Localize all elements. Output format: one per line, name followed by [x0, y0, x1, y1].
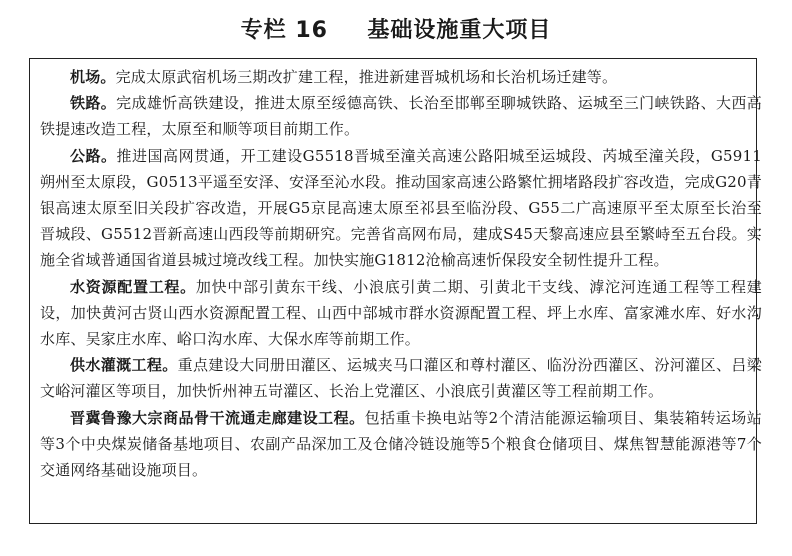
section-heading: 公路。 [70, 146, 117, 165]
section-body: 完成雄忻高铁建设，推进太原至绥德高铁、长治至邯郸至聊城铁路、运城至三门峡铁路、大西高铁提速改造工程，太原至和顺等项目前期工作。 [40, 94, 763, 139]
section-irrigation [40, 352, 762, 404]
section-body: 包括重卡换电站等2个清洁能源运输项目、集装箱转运场站等3个中央煤炭储备基地项目、农副产品深加工及仓储冷链设施等5个粮食仓储项目、煤焦智慧能源港等7个交通网络基础设施项目。 [40, 408, 762, 480]
section-body: 重点建设大同册田灌区、运城夹马口灌区和尊村灌区、临汾汾西灌区、汾河灌区、吕梁文峪河灌区等项目，加快忻州神五岢灌区、长治上党灌区、小浪底引黄灌区等工程前期工作。 [40, 356, 762, 401]
section-airport [40, 64, 762, 90]
title-number: 16 [295, 18, 328, 43]
section-heading: 铁路。 [70, 94, 117, 113]
section-heading: 晋冀鲁豫大宗商品骨干流通走廊建设工程。 [70, 408, 365, 427]
section-railway [40, 90, 762, 142]
section-highway [40, 143, 762, 274]
column-content [40, 64, 762, 483]
section-body: 推进国高网贯通，开工建设G5518晋城至潼关高速公路阳城至运城段、芮城至潼关段，G5911朔州至太原段，G0513平遥至安泽、安泽至沁水段。推动国家高速公路繁忙拥堵路段扩容改造，完成G20青银高速太原至旧关段扩容改造，开展G5京昆高速太原至祁县至临汾段、G55二广高速原平至太原至长治至晋城段、G5512晋新高速山西段等前期研究。完善省高网布局，建成S45天黎高速应县至繁峙至五台段。实施全省域普通国省道县城过境改线工程。加快实施G1812沧榆高速忻保段安全韧性提升工程。 [40, 146, 762, 270]
section-water-resources [40, 274, 762, 353]
section-body: 加快中部引黄东干线、小浪底引黄二期、引黄北干支线、滹沱河连通工程等工程建设，加快黄河古贤山西水资源配置工程、山西中部城市群水资源配置工程、坪上水库、富家滩水库、好水沟水库、吴家庄水库、峪口沟水库、大保水库等前期工作。 [40, 277, 762, 349]
section-heading: 水资源配置工程。 [70, 277, 196, 296]
section-heading: 机场。 [70, 68, 116, 86]
page-title [0, 16, 792, 46]
section-heading: 供水灌溉工程。 [70, 356, 178, 375]
section-logistics-corridor [40, 405, 762, 484]
section-body: 完成太原武宿机场三期改扩建工程，推进新建晋城机场和长治机场迁建等。 [115, 68, 618, 86]
title-text: 基础设施重大项目 [367, 18, 552, 43]
title-prefix: 专栏 [240, 18, 287, 43]
